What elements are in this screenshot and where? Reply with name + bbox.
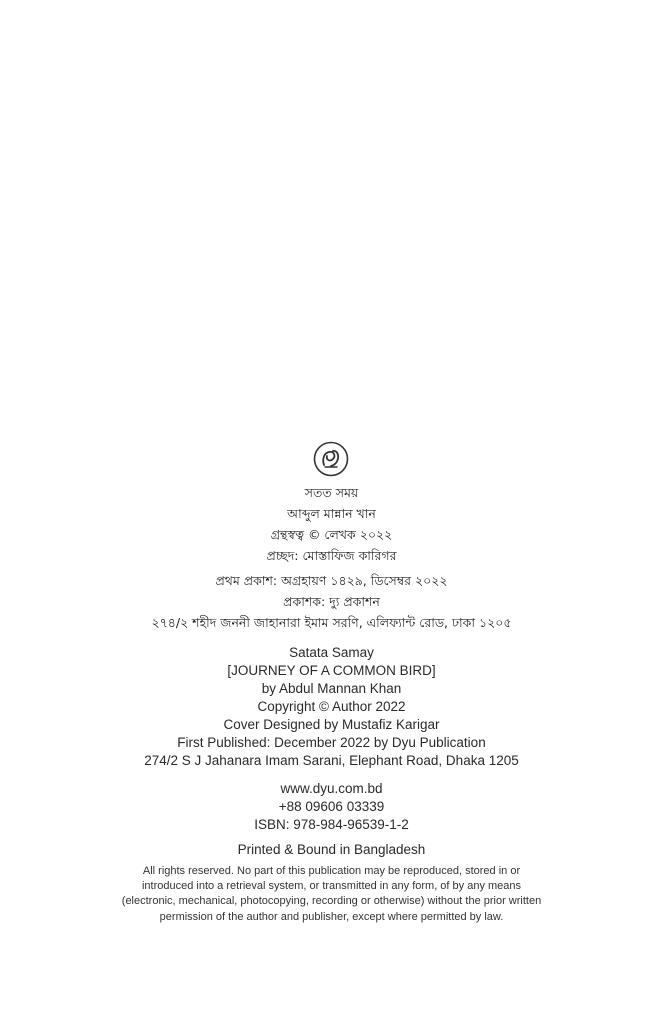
legal-line: All rights reserved. No part of this publication may be reproduced, stored in or bbox=[142, 865, 521, 877]
bangla-cover: প্রচ্ছদ: মোস্তাফিজ কারিগর bbox=[266, 548, 397, 563]
bangla-copyright: গ্রন্থস্বত্ব © লেখক ২০২২ bbox=[270, 527, 393, 542]
english-address: 274/2 S J Jahanara Imam Sarani, Elephant Road, Dhaka 1205 bbox=[144, 753, 519, 768]
legal-line: (electronic, mechanical, photocopying, recording or otherwise) without the prior written bbox=[121, 895, 542, 908]
bangla-address: ২৭৪/২ শহীদ জননী জাহানারা ইমাম সরণি, এলিফ্যান্ট রোড, ঢাকা ১২০৫ bbox=[151, 615, 512, 630]
bangla-author: আব্দুল মান্নান খান bbox=[287, 506, 376, 521]
website-link[interactable]: www.dyu.com.bd bbox=[280, 781, 383, 796]
english-cover: Cover Designed by Mustafiz Karigar bbox=[223, 717, 440, 732]
printed-notice bbox=[0, 841, 663, 859]
phone-number: +88 09606 03339 bbox=[278, 799, 385, 814]
bangla-title: সতত সময় bbox=[304, 485, 359, 500]
legal-line: introduced into a retrieval system, or transmitted in any form, of by any means bbox=[141, 880, 522, 893]
bangla-publication bbox=[0, 570, 663, 633]
printed-bound: Printed & Bound in Bangladesh bbox=[237, 842, 426, 857]
bangla-first-published: প্রথম প্রকাশ: অগ্রহায়ণ ১৪২৯, ডিসেম্বর ২০২২ bbox=[215, 573, 448, 588]
english-copyright: Copyright © Author 2022 bbox=[257, 699, 406, 714]
legal-line: permission of the author and publisher, except where permitted by law. bbox=[159, 910, 504, 923]
bangla-credits bbox=[0, 482, 663, 566]
english-subtitle: [JOURNEY OF A COMMON BIRD] bbox=[227, 663, 436, 678]
bangla-publisher: প্রকাশক: দ্যু প্রকাশন bbox=[283, 594, 380, 609]
english-author: by Abdul Mannan Khan bbox=[261, 681, 402, 696]
legal-notice bbox=[0, 864, 663, 925]
english-first-published: First Published: December 2022 by Dyu Publication bbox=[177, 735, 486, 750]
isbn: ISBN: 978-984-96539-1-2 bbox=[254, 817, 409, 832]
english-title: Satata Samay bbox=[289, 645, 374, 660]
english-credits bbox=[0, 644, 663, 770]
dyu-logo-icon bbox=[313, 441, 349, 477]
contact-info bbox=[0, 780, 663, 834]
